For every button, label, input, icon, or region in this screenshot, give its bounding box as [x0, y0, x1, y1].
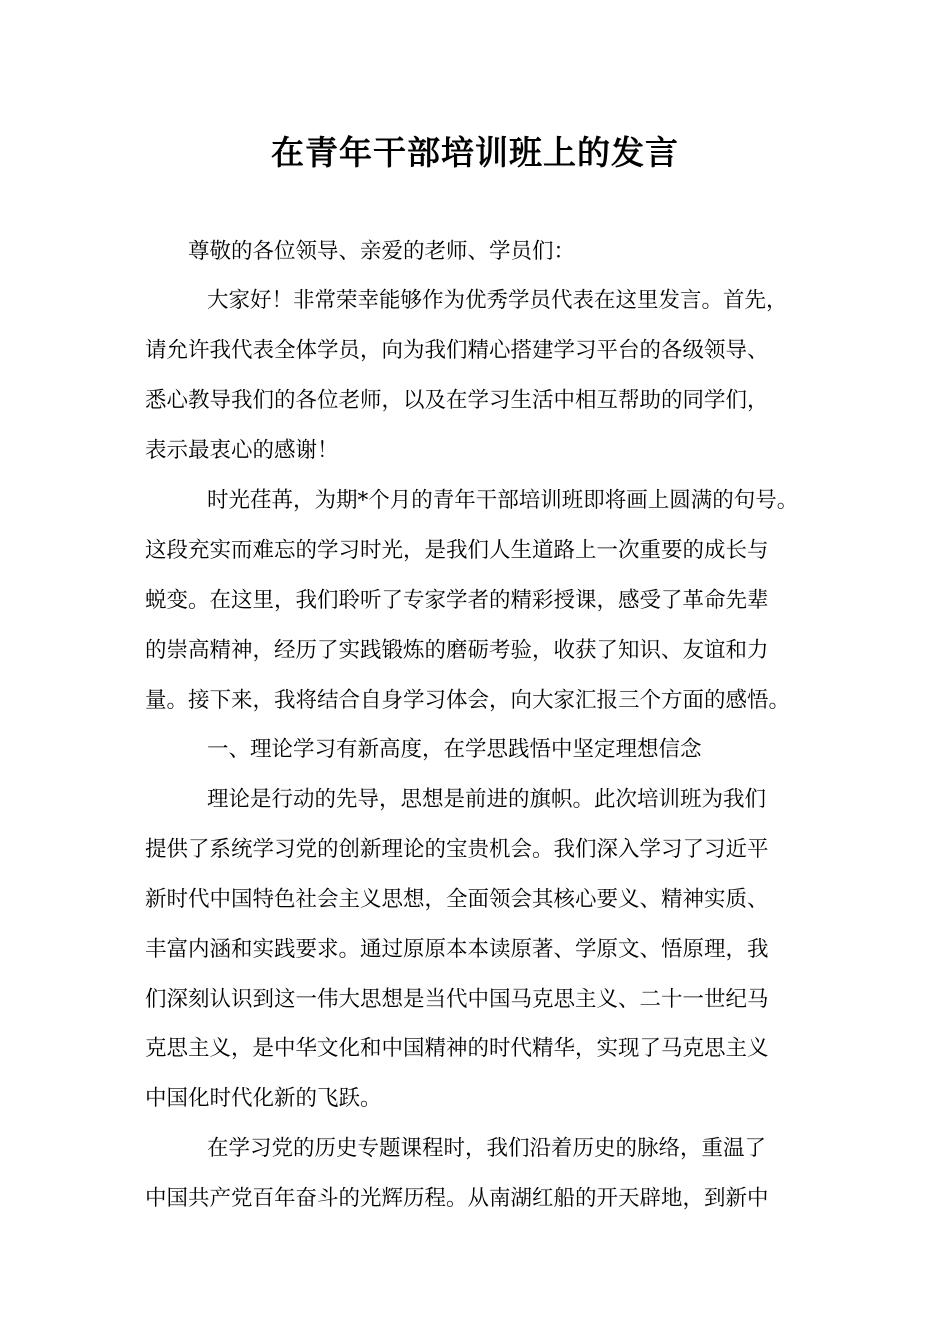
- paragraph-line: 这段充实而难忘的学习时光，是我们人生道路上一次重要的成长与: [145, 538, 769, 563]
- paragraph-line: 蜕变。在这里，我们聆听了专家学者的精彩授课，感受了革命先辈: [145, 588, 769, 613]
- paragraph-line: 的崇高精神，经历了实践锻炼的磨砺考验，收获了知识、友谊和力: [145, 638, 769, 663]
- paragraph-line: 新时代中国特色社会主义思想，全面领会其核心要义、精神实质、: [145, 887, 769, 912]
- paragraph-line: 量。接下来，我将结合自身学习体会，向大家汇报三个方面的感悟。: [145, 688, 791, 713]
- document-title: 在青年干部培训班上的发言: [271, 133, 679, 172]
- salutation: 尊敬的各位领导、亲爱的老师、学员们：: [188, 239, 576, 264]
- paragraph-line: 大家好！非常荣幸能够作为优秀学员代表在这里发言。首先，: [207, 288, 788, 313]
- paragraph-line: 中国共产党百年奋斗的光辉历程。从南湖红船的开天辟地，到新中: [145, 1186, 769, 1211]
- paragraph-line: 中国化时代化新的飞跃。: [145, 1086, 382, 1111]
- paragraph-line: 悉心教导我们的各位老师，以及在学习生活中相互帮助的同学们，: [145, 388, 769, 413]
- section-heading: 一、理论学习有新高度，在学思践悟中坚定理想信念: [207, 737, 702, 762]
- paragraph-line: 提供了系统学习党的创新理论的宝贵机会。我们深入学习了习近平: [145, 837, 769, 862]
- paragraph-line: 表示最衷心的感谢！: [145, 438, 339, 463]
- paragraph-line: 丰富内涵和实践要求。通过原原本本读原著、学原文、悟原理，我: [145, 937, 769, 962]
- paragraph-line: 在学习党的历史专题课程时，我们沿着历史的脉络，重温了: [207, 1136, 767, 1161]
- paragraph-line: 理论是行动的先导，思想是前进的旗帜。此次培训班为我们: [207, 787, 767, 812]
- paragraph-line: 克思主义，是中华文化和中国精神的时代精华，实现了马克思主义: [145, 1036, 769, 1061]
- paragraph-line: 时光荏苒，为期*个月的青年干部培训班即将画上圆满的句号。: [207, 488, 799, 513]
- paragraph-line: 请允许我代表全体学员，向为我们精心搭建学习平台的各级领导、: [145, 338, 769, 363]
- paragraph-line: 们深刻认识到这一伟大思想是当代中国马克思主义、二十一世纪马: [145, 987, 769, 1012]
